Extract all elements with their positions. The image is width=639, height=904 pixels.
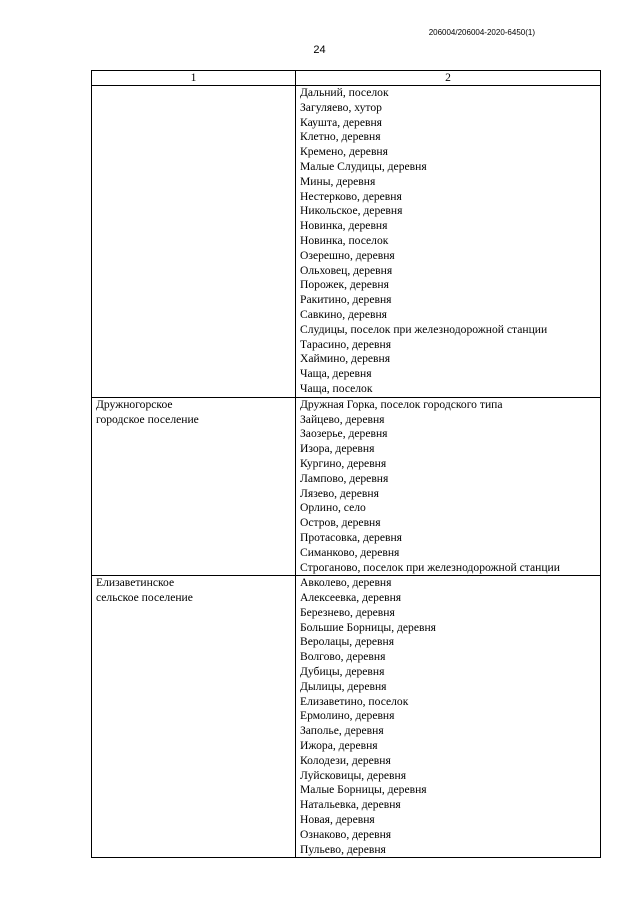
settlement-item: Дальний, поселок bbox=[300, 86, 389, 99]
column-header-2: 2 bbox=[296, 71, 601, 86]
settlement-item: Лампово, деревня bbox=[300, 471, 389, 485]
settlement-item: Волгово, деревня bbox=[300, 650, 386, 664]
settlement-item: Алексеевка, деревня bbox=[300, 591, 402, 605]
settlement-item: Малые Борницы, деревня bbox=[300, 783, 427, 797]
settlement-item: Хаймино, деревня bbox=[300, 352, 391, 366]
settlement-item: Озерешно, деревня bbox=[300, 248, 395, 262]
settlement-item: Большие Борницы, деревня bbox=[300, 620, 437, 634]
district-name-line: сельское поселение bbox=[96, 591, 193, 605]
settlement-item: Кургино, деревня bbox=[300, 456, 387, 470]
settlement-item: Протасовка, деревня bbox=[300, 530, 402, 544]
settlement-item: Никольское, деревня bbox=[300, 204, 403, 218]
settlement-item: Каушта, деревня bbox=[300, 115, 383, 129]
district-cell bbox=[92, 86, 296, 398]
page-number: 24 bbox=[313, 44, 326, 56]
settlements-cell bbox=[296, 86, 601, 398]
settlement-item: Загуляево, хутор bbox=[300, 100, 382, 114]
table-row bbox=[92, 86, 601, 398]
settlement-item: Ижора, деревня bbox=[300, 739, 378, 753]
settlement-item: Натальевка, деревня bbox=[300, 798, 401, 812]
settlement-item: Ракитино, деревня bbox=[300, 293, 392, 307]
district-name-line: Дружногорское bbox=[96, 397, 173, 411]
district-name-line: Елизаветинское bbox=[96, 576, 175, 590]
settlement-item: Заозерье, деревня bbox=[300, 427, 388, 441]
settlement-item: Орлино, село bbox=[300, 501, 366, 515]
settlement-item: Авколево, деревня bbox=[300, 576, 392, 590]
settlement-item: Новинка, поселок bbox=[300, 233, 389, 247]
settlement-item: Клетно, деревня bbox=[300, 130, 381, 144]
settlement-item: Пульево, деревня bbox=[300, 842, 386, 856]
district-cell bbox=[92, 576, 296, 858]
settlement-item: Кремено, деревня bbox=[300, 145, 388, 159]
settlement-item: Зайцево, деревня bbox=[300, 412, 385, 426]
settlement-item: Нестерково, деревня bbox=[300, 189, 402, 203]
settlement-item: Дубицы, деревня bbox=[300, 665, 385, 679]
settlement-item: Колодези, деревня bbox=[300, 753, 391, 767]
settlement-item: Новая, деревня bbox=[300, 813, 375, 827]
district-name-line: городское поселение bbox=[96, 412, 199, 426]
settlement-item: Малые Слудицы, деревня bbox=[300, 159, 427, 173]
settlement-item: Симанково, деревня bbox=[300, 545, 400, 559]
settlement-item: Елизаветино, поселок bbox=[300, 694, 409, 708]
settlement-item: Дылицы, деревня bbox=[300, 679, 387, 693]
settlement-item: Ознаково, деревня bbox=[300, 827, 392, 841]
table-header-row bbox=[92, 71, 601, 86]
table-row bbox=[92, 397, 601, 576]
settlement-item: Остров, деревня bbox=[300, 516, 381, 530]
district-cell bbox=[92, 397, 296, 576]
settlement-item: Заполье, деревня bbox=[300, 724, 384, 738]
document-id: 206004/206004-2020-6450(1) bbox=[428, 28, 535, 37]
settlement-item: Порожек, деревня bbox=[300, 278, 389, 292]
settlement-item: Новинка, деревня bbox=[300, 219, 388, 233]
settlement-item: Чаща, поселок bbox=[300, 381, 373, 395]
settlement-item: Березнево, деревня bbox=[300, 605, 395, 619]
settlement-item: Изора, деревня bbox=[300, 442, 375, 456]
settlement-item: Веролацы, деревня bbox=[300, 635, 395, 649]
column-header-1: 1 bbox=[92, 71, 296, 86]
settlement-item: Чаща, деревня bbox=[300, 367, 372, 381]
settlement-item: Слудицы, поселок при железнодорожной станции bbox=[300, 322, 548, 336]
settlement-item: Мины, деревня bbox=[300, 174, 376, 188]
settlements-cell bbox=[296, 397, 601, 576]
settlement-item: Строганово, поселок при железнодорожной станции bbox=[300, 560, 560, 574]
settlement-item: Дружная Горка, поселок городского типа bbox=[300, 397, 503, 411]
settlements-cell bbox=[296, 576, 601, 858]
table-body bbox=[92, 86, 601, 858]
settlement-item: Ольховец, деревня bbox=[300, 263, 393, 277]
settlement-item: Савкино, деревня bbox=[300, 307, 387, 321]
settlement-item: Луйсковицы, деревня bbox=[300, 768, 407, 782]
settlement-item: Ермолино, деревня bbox=[300, 709, 395, 723]
table-row bbox=[92, 576, 601, 858]
settlement-item: Лязево, деревня bbox=[300, 486, 379, 500]
settlements-table bbox=[91, 70, 601, 858]
settlement-item: Тарасино, деревня bbox=[300, 337, 392, 351]
